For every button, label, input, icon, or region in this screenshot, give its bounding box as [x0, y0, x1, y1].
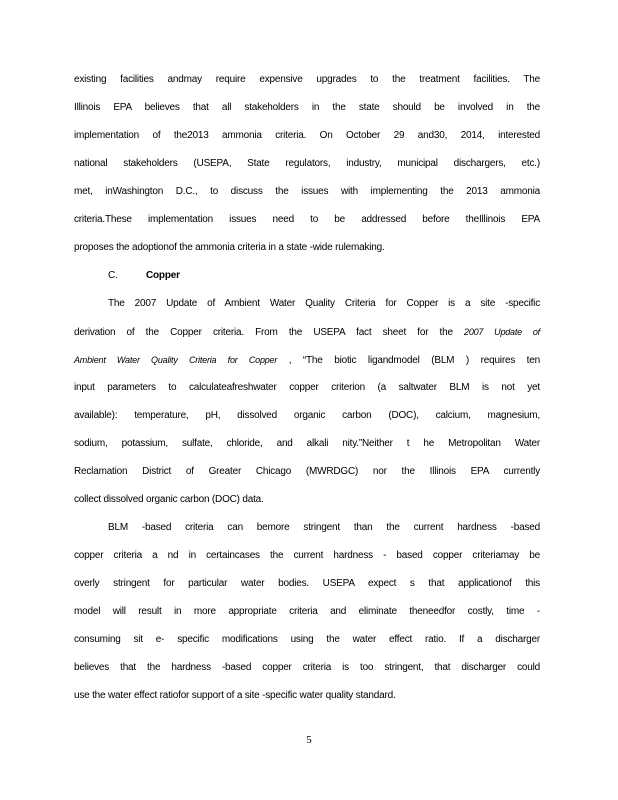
body-text-line: met, inWashington D.C., to discuss the issues with implementing the 2013 ammonia: [74, 186, 540, 197]
body-text-line: BLM -based criteria can bemore stringent than the current hardness -based: [108, 522, 540, 533]
body-text-line: input parameters to calculateafreshwater copper criterion (a saltwater BLM is not yet: [74, 382, 540, 393]
body-text-line: [74, 354, 540, 367]
body-text-line: implementation of the2013 ammonia criteria. On October 29 and30, 2014, interested: [74, 130, 540, 141]
body-text-line: national stakeholders (USEPA, State regulators, industry, municipal dischargers, etc.): [74, 158, 540, 169]
body-text-line: collect dissolved organic carbon (DOC) data.: [74, 494, 264, 505]
body-text-segment: , “The biotic ligandmodel (BLM ) requires ten: [288, 355, 540, 366]
body-text-line: proposes the adoptionof the ammonia criteria in a state -wide rulemaking.: [74, 242, 385, 253]
body-text-line: consuming sit e- specific modifications using the water effect ratio. If a discharger: [74, 634, 540, 645]
body-text-line: [74, 326, 540, 339]
body-text-line: available): temperature, pH, dissolved organic carbon (DOC), calcium, magnesium,: [74, 410, 540, 421]
section-letter: C.: [108, 270, 118, 281]
page-number: 5: [306, 734, 312, 746]
body-text-line: copper criteria a nd in certaincases the current hardness - based copper criteriamay be: [74, 550, 540, 561]
body-text-line: existing facilities andmay require expensive upgrades to the treatment facilities. The: [74, 74, 540, 85]
body-text-segment: derivation of the Copper criteria. From the USEPA fact sheet for the: [74, 327, 453, 338]
italic-citation: Ambient Water Quality Criteria for Copper: [74, 355, 278, 365]
body-text-line: criteria.These implementation issues need to be addressed before theIllinois EPA: [74, 214, 540, 225]
body-text-line: believes that the hardness -based copper criteria is too stringent, that discharger could: [74, 662, 540, 673]
body-text-line: overly stringent for particular water bodies. USEPA expect s that applicationof this: [74, 578, 540, 589]
body-text-line: Illinois EPA believes that all stakeholders in the state should be involved in the: [74, 102, 540, 113]
italic-citation: 2007 Update of: [464, 327, 540, 337]
body-text-line: use the water effect ratiofor support of a site -specific water quality standard.: [74, 690, 396, 701]
body-text-line: sodium, potassium, sulfate, chloride, and alkali nity.”Neither t he Metropolitan Water: [74, 438, 540, 449]
body-text-line: model will result in more appropriate criteria and eliminate theneedfor costly, time -: [74, 606, 540, 617]
section-heading: [108, 270, 180, 282]
body-text-line: Reclamation District of Greater Chicago (MWRDGC) nor the Illinois EPA currently: [74, 466, 540, 477]
body-text-line: The 2007 Update of Ambient Water Quality Criteria for Copper is a site -specific: [108, 298, 540, 309]
section-title: Copper: [146, 270, 180, 281]
